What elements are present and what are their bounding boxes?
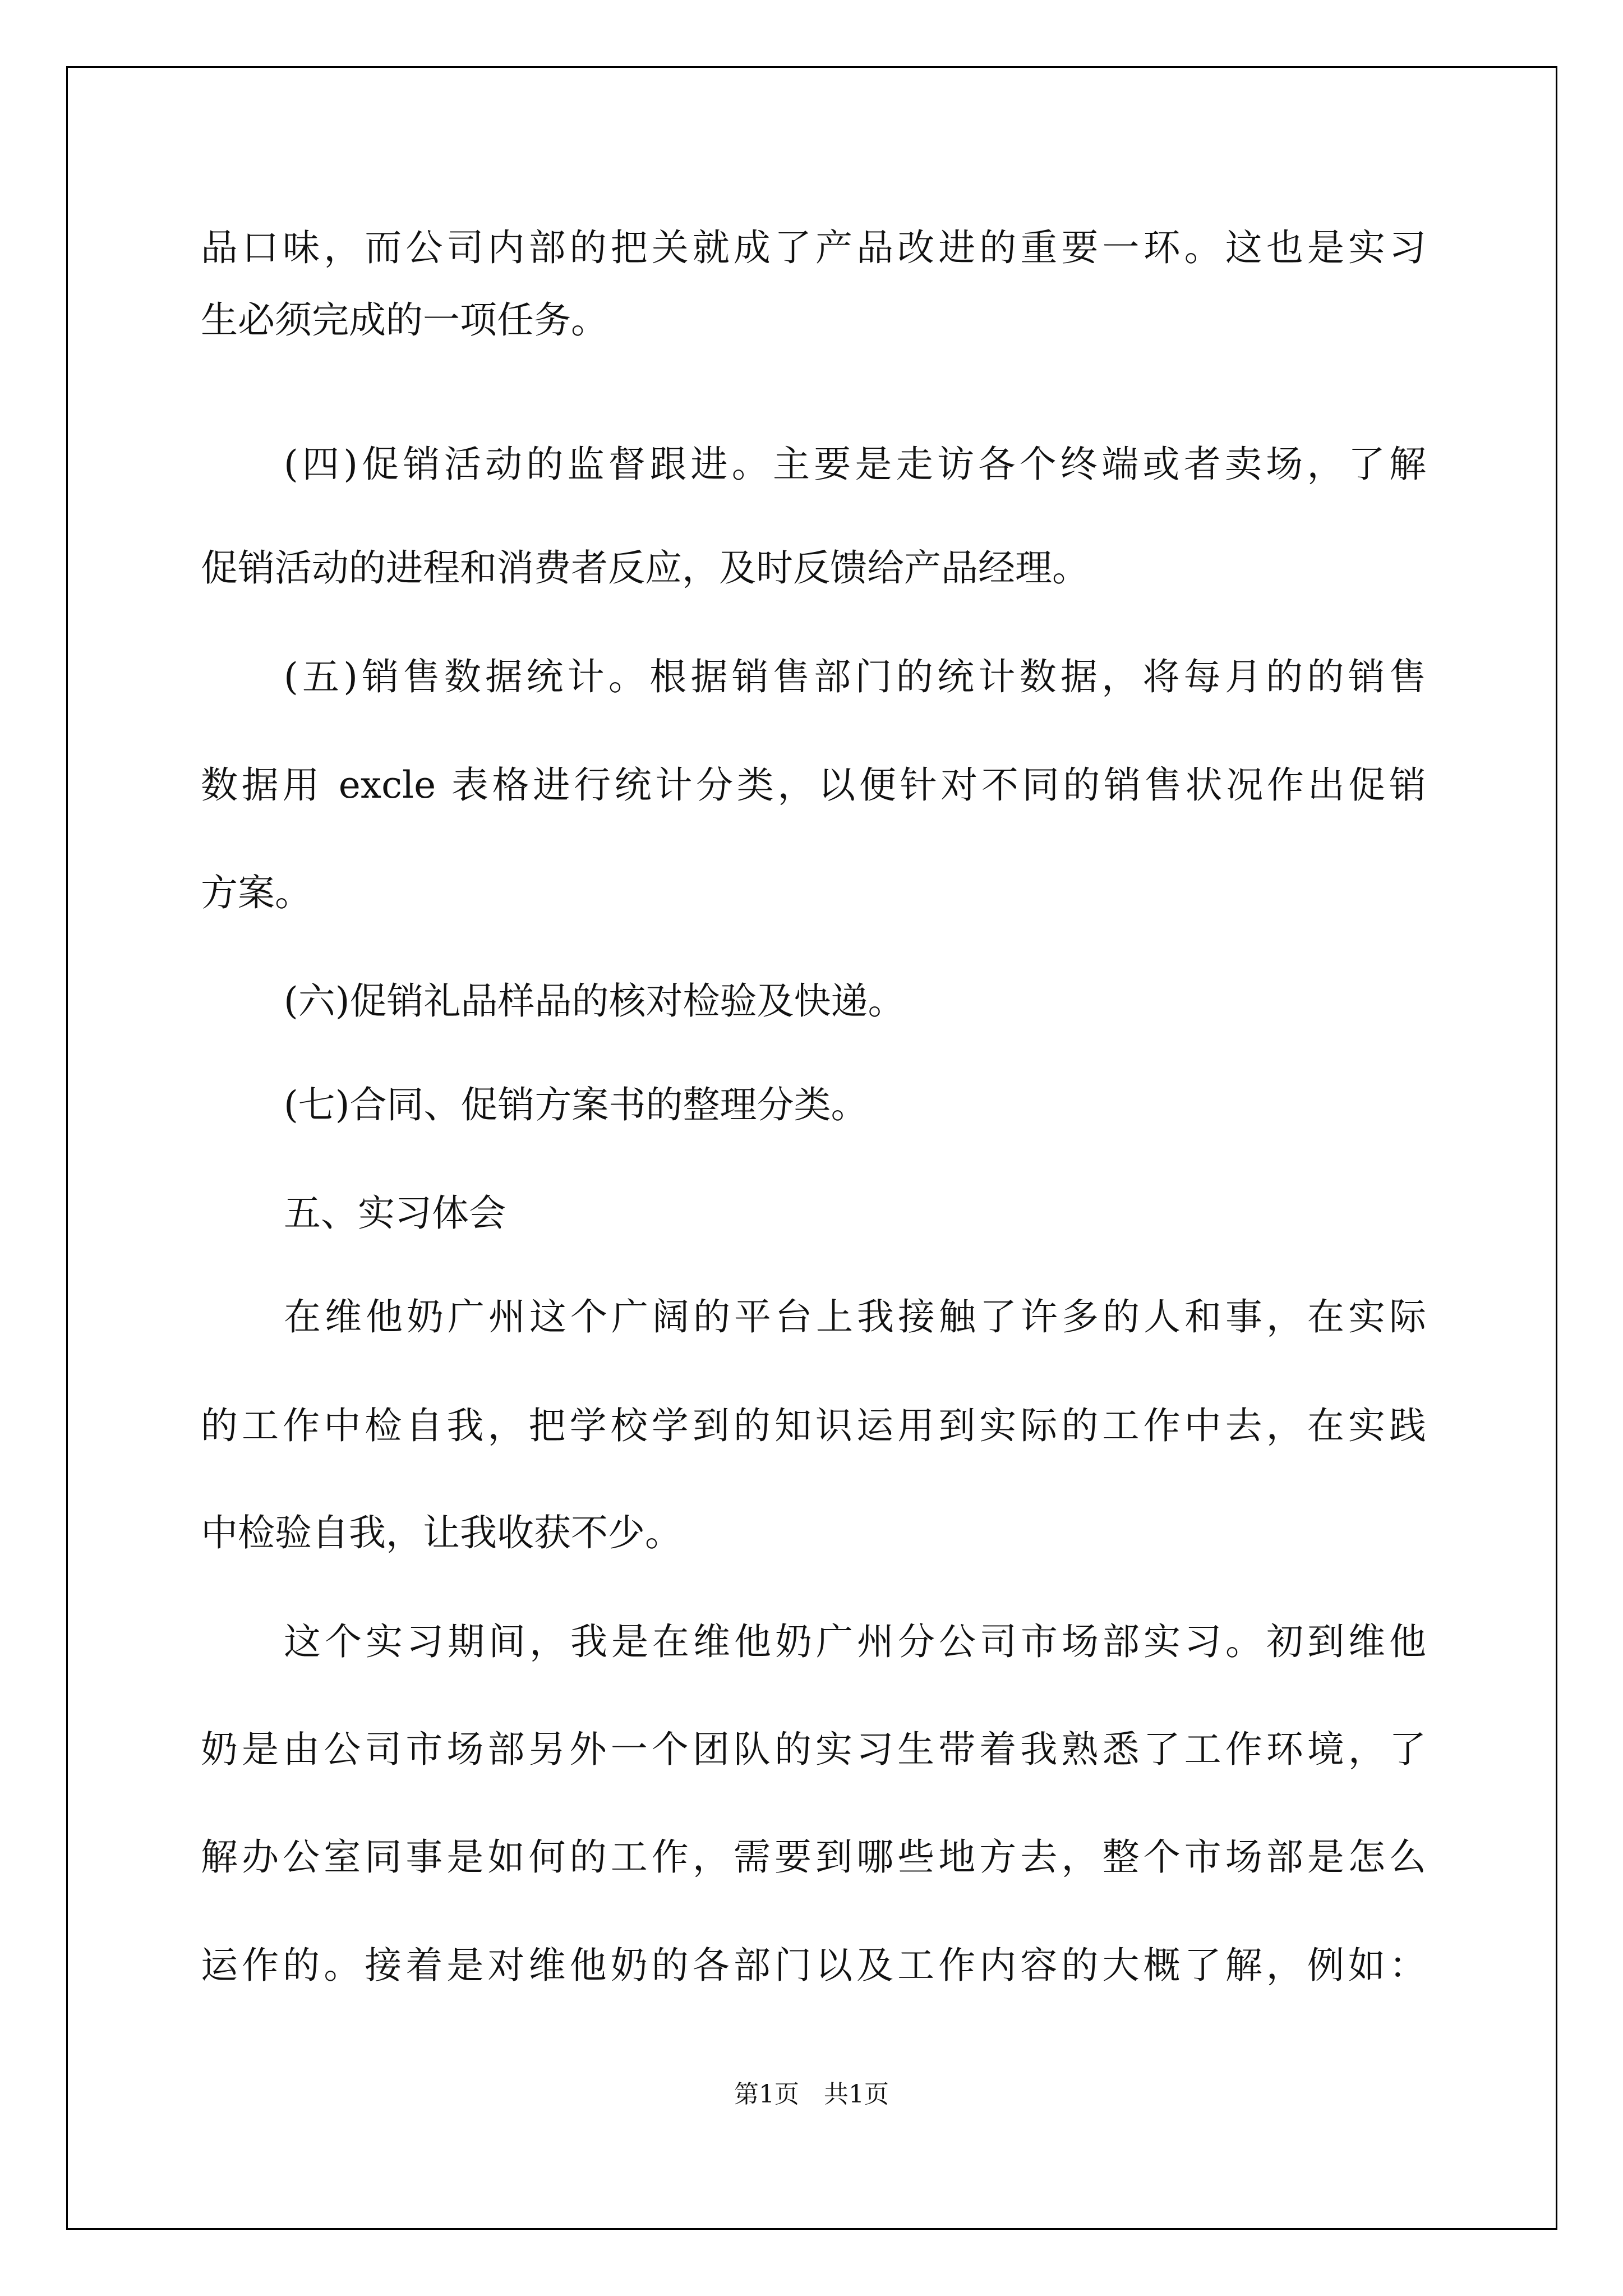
text-line-5: (五)销售数据统计。根据销售部门的统计数据，将每月的的销售 bbox=[284, 655, 1426, 698]
text-line-6: 数据用 excle 表格进行统计分类，以便针对不同的销售状况作出促销 bbox=[201, 763, 1426, 807]
text-line-16: 解办公室同事是如何的工作，需要到哪些地方去，整个市场部是怎么 bbox=[201, 1835, 1426, 1879]
text-line-7: 方案。 bbox=[201, 871, 312, 914]
page-footer: 第1页 共1页 bbox=[734, 2080, 889, 2109]
section-heading: 五、实习体会 bbox=[284, 1191, 506, 1235]
text-line-2: 生必须完成的一项任务。 bbox=[201, 298, 608, 342]
page-border bbox=[66, 66, 1557, 2230]
text-line-1: 品口味，而公司内部的把关就成了产品改进的重要一环。这也是实习 bbox=[201, 226, 1426, 269]
text-line-4: 促销活动的进程和消费者反应，及时反馈给产品经理。 bbox=[201, 546, 1089, 590]
text-line-12: 的工作中检自我，把学校学到的知识运用到实际的工作中去，在实践 bbox=[201, 1404, 1426, 1447]
text-line-9: (七)合同、促销方案书的整理分类。 bbox=[284, 1083, 868, 1126]
text-line-15: 奶是由公司市场部另外一个团队的实习生带着我熟悉了工作环境，了 bbox=[201, 1728, 1426, 1771]
text-line-3: (四)促销活动的监督跟进。主要是走访各个终端或者卖场，了解 bbox=[284, 443, 1426, 486]
text-line-11: 在维他奶广州这个广阔的平台上我接触了许多的人和事，在实际 bbox=[284, 1295, 1426, 1338]
text-line-13: 中检验自我，让我收获不少。 bbox=[201, 1511, 682, 1554]
text-line-17: 运作的。接着是对维他奶的各部门以及工作内容的大概了解，例如： bbox=[201, 1944, 1426, 1987]
text-line-14: 这个实习期间，我是在维他奶广州分公司市场部实习。初到维他 bbox=[284, 1620, 1426, 1663]
text-line-8: (六)促销礼品样品的核对检验及快递。 bbox=[284, 979, 905, 1023]
